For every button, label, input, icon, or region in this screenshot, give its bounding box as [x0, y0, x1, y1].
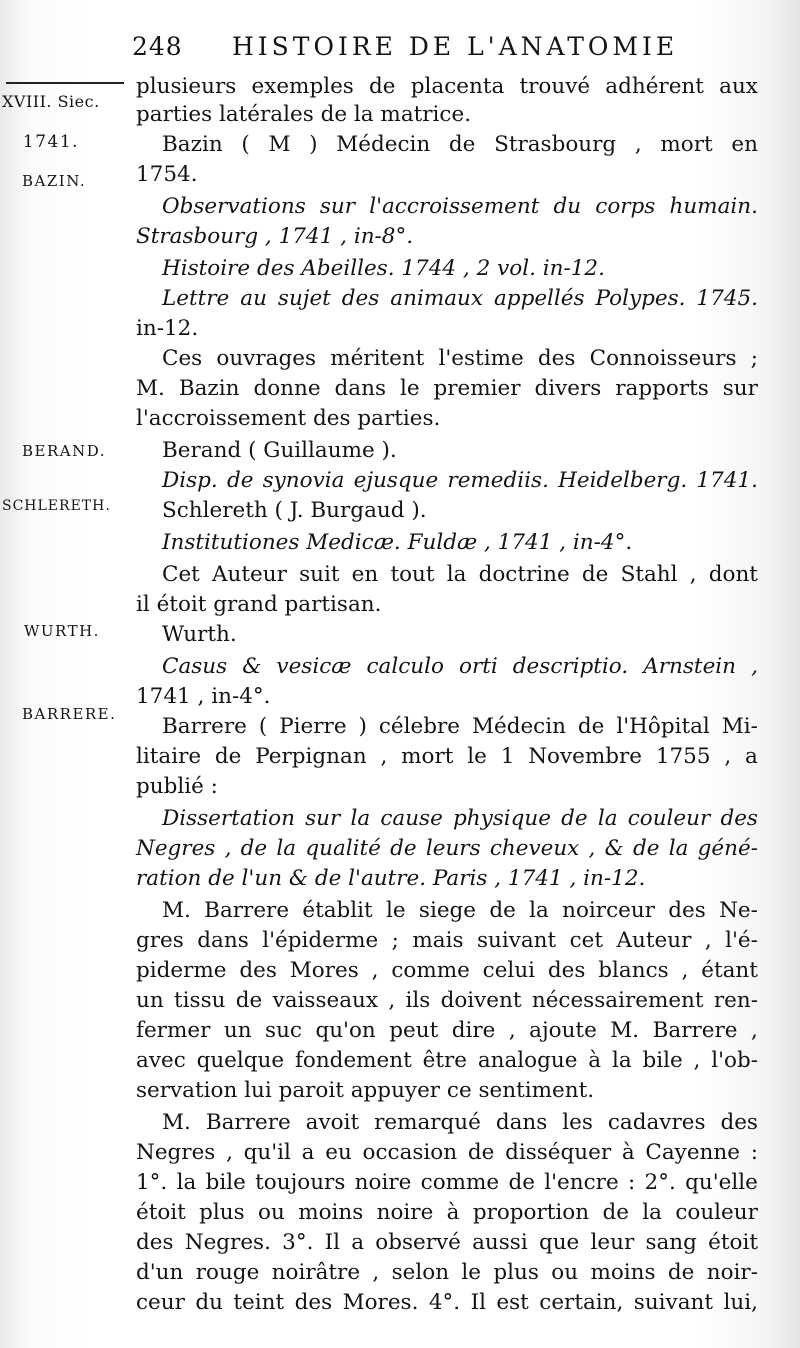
text-line: 1°. la bile toujours noire comme de l'encre : 2°. qu'elle: [136, 1170, 758, 1195]
text-line: M. Barrere établit le siege de la noirceur des Ne-: [162, 898, 758, 923]
text-line: Dissertation sur la cause physique de la couleur des: [162, 806, 758, 831]
margin-note-year: 1741.: [22, 132, 80, 152]
text-line: M. Bazin donne dans le premier divers rapports sur: [136, 376, 758, 401]
page-number: 248: [132, 32, 183, 61]
text-line: ceur du teint des Mores. 4°. Il est certain, suivant lui,: [136, 1290, 758, 1315]
margin-note-bazin: BAZIN.: [22, 172, 87, 190]
text-line: publié :: [136, 774, 218, 799]
text-line: Disp. de synovia ejusque remediis. Heidelberg. 1741.: [162, 468, 758, 493]
text-line: d'un rouge noirâtre , selon le plus ou moins de noir-: [136, 1260, 758, 1285]
text-line: servation lui paroit appuyer ce sentiment.: [136, 1078, 595, 1103]
text-line: gres dans l'épiderme ; mais suivant cet Auteur , l'é-: [136, 928, 758, 953]
text-line: litaire de Perpignan , mort le 1 Novembre 1755 , a: [136, 744, 758, 769]
margin-note-wurth: WURTH.: [24, 622, 100, 640]
text-line: il étoit grand partisan.: [136, 592, 382, 617]
text-line: Institutiones Medicæ. Fuldæ , 1741 , in-4°.: [162, 530, 633, 555]
text-line: Negres , qu'il a eu occasion de disséquer à Cayenne :: [136, 1140, 758, 1165]
text-line: Observations sur l'accroissement du corps humain.: [162, 194, 758, 219]
text-line: in-12.: [136, 316, 199, 341]
text-line: Berand ( Guillaume ).: [162, 438, 397, 463]
text-line: fermer un suc qu'on peut dire , ajoute M. Barrere ,: [136, 1018, 758, 1043]
text-line: étoit plus ou moins noire à proportion de la couleur: [136, 1200, 758, 1225]
running-header: [128, 32, 768, 68]
text-line: Barrere ( Pierre ) célebre Médecin de l'Hôpital Mi-: [162, 714, 758, 739]
text-line: des Negres. 3°. Il a observé aussi que leur sang étoit: [136, 1230, 758, 1255]
text-line: un tissu de vaisseaux , ils doivent nécessairement ren-: [136, 988, 758, 1013]
margin-note-schlereth: SCHLERETH.: [2, 498, 111, 514]
running-title: HISTOIRE DE L'ANATOMIE: [232, 32, 679, 61]
text-line: piderme des Mores , comme celui des blancs , étant: [136, 958, 758, 983]
margin-note-barrere: BARRERE.: [22, 705, 117, 723]
text-line: Wurth.: [162, 622, 237, 647]
text-line: ration de l'un & de l'autre. Paris , 1741 , in-12.: [136, 866, 646, 891]
text-line: 1754.: [136, 162, 198, 187]
text-line: Ces ouvrages méritent l'estime des Connoisseurs ;: [162, 346, 758, 371]
text-line: Bazin ( M ) Médecin de Strasbourg , mort en: [162, 132, 758, 157]
text-line: avec quelque fondement être analogue à la bile , l'ob-: [136, 1048, 758, 1073]
margin-note-century: XVIII. Siec.: [2, 92, 100, 111]
text-line: l'accroissement des parties.: [136, 406, 441, 431]
text-line: 1741 , in-4°.: [136, 684, 271, 709]
text-line: Negres , de la qualité de leurs cheveux , & de la géné-: [136, 836, 758, 861]
text-line: plusieurs exemples de placenta trouvé adhérent aux: [136, 74, 758, 99]
text-line: Histoire des Abeilles. 1744 , 2 vol. in-12.: [162, 256, 605, 281]
text-line: M. Barrere avoit remarqué dans les cadavres des: [162, 1110, 758, 1135]
text-line: Schlereth ( J. Burgaud ).: [162, 498, 427, 523]
text-line: Strasbourg , 1741 , in-8°.: [136, 224, 414, 249]
text-line: Cet Auteur suit en tout la doctrine de Stahl , dont: [162, 562, 758, 587]
text-line: Lettre au sujet des animaux appellés Polypes. 1745.: [162, 286, 758, 311]
text-line: Casus & vesicæ calculo orti descriptio. Arnstein ,: [162, 654, 758, 679]
margin-note-berand: BERAND.: [22, 442, 106, 460]
text-line: parties latérales de la matrice.: [136, 102, 472, 127]
margin-rule: [6, 82, 124, 84]
